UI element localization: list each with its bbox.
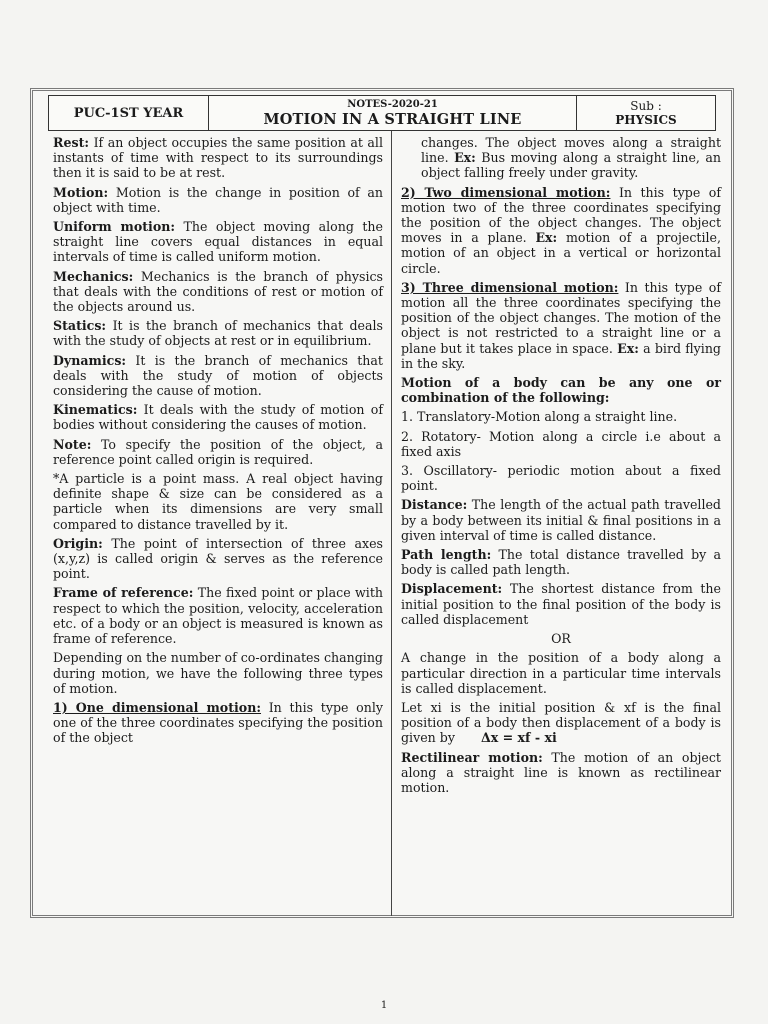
term: 3) Three dimensional motion: bbox=[401, 279, 619, 295]
term: Uniform motion: bbox=[53, 219, 176, 235]
example-text: a bird flying in the sky. bbox=[401, 340, 721, 371]
example-text: motion of a projectile, motion of an object in a vertical or horizontal circle. bbox=[401, 230, 721, 276]
list-item-oscillatory: 3. Oscillatory- periodic motion about a fixed point. bbox=[401, 463, 721, 494]
displacement-definition bbox=[401, 581, 721, 627]
definition-text: In this type only one of the three coordinates specifying the position of the object bbox=[53, 699, 383, 746]
depending-paragraph: Depending on the number of co-ordinates changing during motion, we have the following three types of motion. bbox=[53, 650, 383, 696]
chapter-title: MOTION IN A STRAIGHT LINE bbox=[263, 110, 522, 128]
definition-text: In this type of motion all the three coordinates specifying the position of the object changes. The motion of the object is not restricted to a straight line or a plane but it takes place in space. bbox=[401, 279, 721, 356]
or-separator: OR bbox=[551, 631, 571, 647]
uniform-motion-definition bbox=[53, 219, 383, 265]
term: Dynamics: bbox=[53, 352, 127, 368]
left-column bbox=[53, 135, 383, 750]
three-dimensional-motion bbox=[401, 280, 721, 371]
note-paragraph bbox=[53, 437, 383, 467]
subject-cell bbox=[577, 96, 715, 130]
definition-text: It is the branch of mechanics that deals with the study of objects at rest or in equilibrium. bbox=[53, 318, 383, 349]
term: Distance: bbox=[401, 497, 468, 513]
term: Frame of reference: bbox=[53, 585, 194, 601]
column-divider bbox=[391, 131, 392, 916]
term: 1) One dimensional motion: bbox=[53, 699, 262, 715]
mechanics-definition bbox=[53, 269, 383, 315]
definition-text: Motion is the change in position of an object with time. bbox=[53, 184, 383, 215]
motion-definition bbox=[53, 185, 383, 215]
particle-paragraph: *A particle is a point mass. A real object having definite shape & size can be considered as a particle when its dimensions are very small compared to distance travelled by it. bbox=[53, 471, 383, 532]
distance-definition bbox=[401, 497, 721, 543]
subject-label: Sub : bbox=[630, 99, 662, 113]
header-table bbox=[48, 95, 716, 131]
definition-text: To specify the position of the object, a reference point called origin is required. bbox=[53, 436, 383, 467]
definition-text: The object moving along the straight line covers equal distances in equal intervals of time is called uniform motion. bbox=[53, 219, 383, 265]
definition-text: The shortest distance from the initial position to the final position of the body is called displacement bbox=[401, 581, 721, 627]
term: Rest: bbox=[53, 135, 90, 150]
example-label: Ex: bbox=[617, 340, 639, 356]
subject-name: PHYSICS bbox=[615, 113, 677, 127]
two-dimensional-motion bbox=[401, 185, 721, 276]
term: Path length: bbox=[401, 547, 492, 563]
displacement-equation: Δx = xf - xi bbox=[480, 730, 557, 746]
definition-text: The total distance travelled by a body is called path length. bbox=[401, 547, 721, 578]
definition-text: The point of intersection of three axes (x,y,z) is called origin & serves as the reference point. bbox=[53, 535, 383, 582]
term: Note: bbox=[53, 436, 92, 452]
notes-year: NOTES-2020-21 bbox=[347, 98, 438, 110]
term: Kinematics: bbox=[53, 402, 138, 418]
kinematics-definition bbox=[53, 402, 383, 432]
list-item-translatory: 1. Translatory-Motion along a straight line. bbox=[401, 409, 678, 425]
definition-text: Let xi is the initial position & xf is the final position of a body then displacement of a body is given by bbox=[401, 699, 721, 746]
definition-text: The length of the actual path travelled by a body between its initial & final positions in a given interval of time is called distance. bbox=[401, 497, 721, 543]
definition-text: It deals with the study of motion of bodies without considering the causes of motion. bbox=[53, 402, 383, 433]
displacement-alt-definition: A change in the position of a body along a particular direction in a particular time intervals is called displacement. bbox=[401, 650, 721, 696]
page-number: 1 bbox=[380, 1000, 388, 1011]
definition-text: It is the branch of mechanics that deals with the study of motion of objects considering the cause of motion. bbox=[53, 352, 383, 399]
definition-text: The fixed point or place with respect to which the position, velocity, acceleration etc. of a body or an object is measured is known as frame of reference. bbox=[53, 585, 383, 647]
term: Origin: bbox=[53, 535, 103, 551]
example-label: Ex: bbox=[454, 150, 476, 166]
displacement-formula-paragraph bbox=[401, 700, 721, 746]
term: Displacement: bbox=[401, 581, 503, 597]
term: Rectilinear motion: bbox=[401, 749, 543, 765]
definition-text: If an object occupies the same position at all instants of time with respect to its surroundings then it is said to be at rest. bbox=[53, 135, 383, 181]
statics-definition bbox=[53, 318, 383, 348]
one-dimensional-continued bbox=[401, 135, 721, 181]
frame-of-reference-definition bbox=[53, 585, 383, 646]
path-length-definition bbox=[401, 547, 721, 577]
title-cell bbox=[209, 96, 577, 130]
notes-sheet bbox=[30, 88, 734, 918]
origin-definition bbox=[53, 536, 383, 582]
dynamics-definition bbox=[53, 353, 383, 399]
term: Motion: bbox=[53, 184, 109, 200]
one-dimensional-motion bbox=[53, 700, 383, 746]
list-item-rotatory: 2. Rotatory- Motion along a circle i.e about a fixed axis bbox=[401, 428, 721, 459]
definition-text: The motion of an object along a straight line is known as rectilinear motion. bbox=[401, 749, 721, 795]
definition-text: changes. The object moves along a straight line. bbox=[421, 135, 721, 166]
class-label bbox=[49, 96, 209, 130]
rest-definition bbox=[53, 135, 383, 181]
term: 2) Two dimensional motion: bbox=[401, 184, 611, 200]
definition-text: In this type of motion two of the three coordinates specifying the position of the object changes. The object moves in a plane. bbox=[401, 184, 721, 246]
combination-heading: Motion of a body can be any one or combination of the following: bbox=[401, 375, 721, 406]
rectilinear-motion-definition bbox=[401, 750, 721, 796]
term: Mechanics: bbox=[53, 268, 134, 284]
class-text: PUC-1ST YEAR bbox=[73, 105, 184, 121]
example-label: Ex: bbox=[535, 230, 558, 246]
definition-text: Mechanics is the branch of physics that deals with the conditions of rest or motion of the objects around us. bbox=[53, 268, 383, 315]
term: Statics: bbox=[53, 318, 107, 334]
example-text: Bus moving along a straight line, an object falling freely under gravity. bbox=[421, 150, 721, 181]
right-column bbox=[401, 135, 721, 799]
